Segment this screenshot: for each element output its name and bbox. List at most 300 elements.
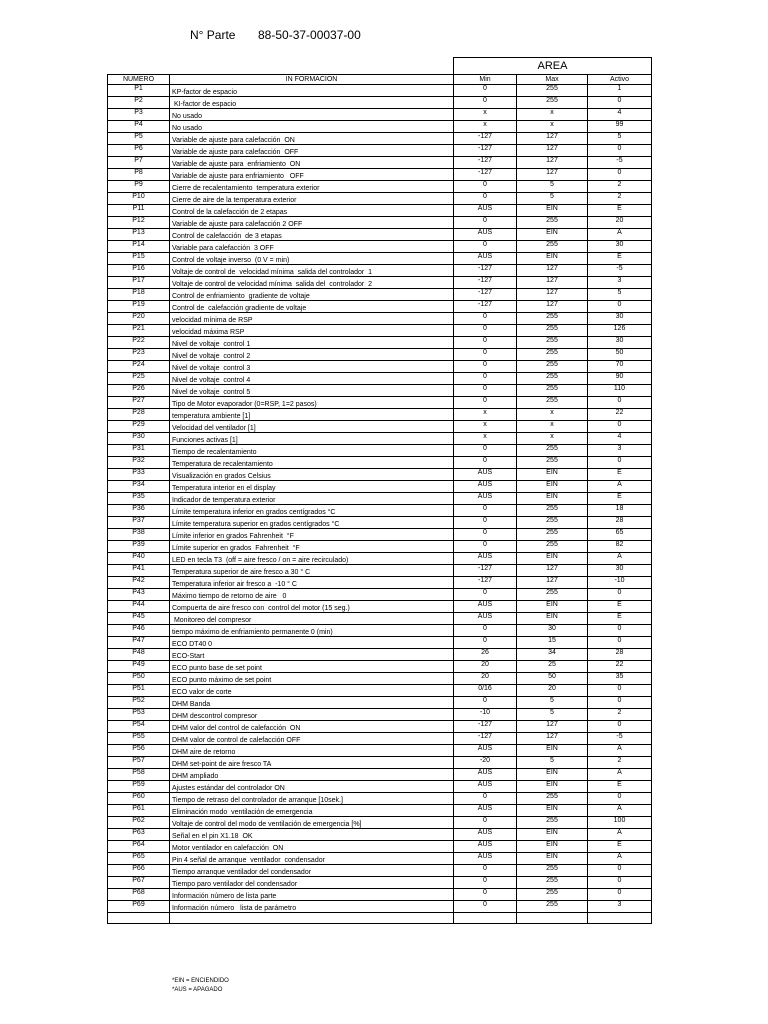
table-row [108, 901, 652, 913]
cell-max: x [517, 433, 588, 445]
cell-activo: 0 [588, 889, 652, 901]
part-number: 88-50-37-00037-00 [258, 28, 361, 42]
cell-activo: 3 [588, 901, 652, 913]
cell-numero: P36 [108, 505, 170, 517]
cell-numero: P5 [108, 133, 170, 145]
cell-min: AUS [454, 769, 517, 781]
cell-max: 127 [517, 169, 588, 181]
cell-max: 127 [517, 733, 588, 745]
cell-informacion: Nivel de voltaje control 3 [170, 361, 454, 373]
cell-activo: 0 [588, 397, 652, 409]
cell-max: 255 [517, 457, 588, 469]
table-row [108, 337, 652, 349]
table-row [108, 373, 652, 385]
cell-max: EIN [517, 481, 588, 493]
cell-numero: P20 [108, 313, 170, 325]
cell-numero: P35 [108, 493, 170, 505]
cell-numero: P56 [108, 745, 170, 757]
cell-informacion: Ajustes estándar del controlador ON [170, 781, 454, 793]
cell-activo: 0 [588, 625, 652, 637]
cell-activo: 18 [588, 505, 652, 517]
cell-max: 127 [517, 565, 588, 577]
cell-activo: 0 [588, 685, 652, 697]
cell-numero: P60 [108, 793, 170, 805]
cell-informacion: velocidad máxima RSP [170, 325, 454, 337]
cell-informacion: Variable para calefacción 3 OFF [170, 241, 454, 253]
cell-activo: A [588, 829, 652, 841]
cell-numero: P34 [108, 481, 170, 493]
cell-informacion: Eliminación modo ventilación de emergencia [170, 805, 454, 817]
cell-max: 5 [517, 757, 588, 769]
cell-numero: P31 [108, 445, 170, 457]
cell-informacion: Funciones activas [1] [170, 433, 454, 445]
cell-informacion: Variable de ajuste para calefacción ON [170, 133, 454, 145]
table-row [108, 517, 652, 529]
cell-min: 0 [454, 193, 517, 205]
cell-max: 255 [517, 361, 588, 373]
cell-informacion: Monitoreo del compresor [170, 613, 454, 625]
cell-activo: 82 [588, 541, 652, 553]
cell-min: -127 [454, 577, 517, 589]
table-row [108, 85, 652, 97]
cell-informacion: Voltaje de control del modo de ventilación de emergencia [%] [170, 817, 454, 829]
cell-informacion: Máximo tiempo de retorno de aire 0 [170, 589, 454, 601]
cell-informacion: Cierre de aire de la temperatura exterior [170, 193, 454, 205]
cell-min: 0 [454, 529, 517, 541]
cell-max: 255 [517, 325, 588, 337]
cell-max: 255 [517, 85, 588, 97]
cell-informacion: Voltaje de control de velocidad mínima salida del controlador 2 [170, 277, 454, 289]
cell-activo: 2 [588, 709, 652, 721]
cell-activo: 0 [588, 721, 652, 733]
table-row [108, 361, 652, 373]
cell-min: -127 [454, 265, 517, 277]
cell-min: 0 [454, 97, 517, 109]
cell-min: 0 [454, 337, 517, 349]
table-row [108, 229, 652, 241]
table-row [108, 817, 652, 829]
cell-min: -127 [454, 733, 517, 745]
cell-max: EIN [517, 853, 588, 865]
cell-min: x [454, 433, 517, 445]
cell-max: x [517, 121, 588, 133]
table-row [108, 673, 652, 685]
cell-informacion: LED en tecla T3 (off = aire fresco / on = aire recirculado) [170, 553, 454, 565]
cell-min: -127 [454, 289, 517, 301]
cell-activo: 3 [588, 445, 652, 457]
cell-max: 127 [517, 289, 588, 301]
cell-informacion: Nivel de voltaje control 5 [170, 385, 454, 397]
cell-max: 5 [517, 181, 588, 193]
table-row [108, 625, 652, 637]
table-row [108, 565, 652, 577]
cell-informacion: Variable de ajuste para calefacción OFF [170, 145, 454, 157]
table-row [108, 265, 652, 277]
cell-max: 5 [517, 697, 588, 709]
cell-informacion: Compuerta de aire fresco con control del motor (15 seg.) [170, 601, 454, 613]
cell-activo: 1 [588, 85, 652, 97]
cell-activo: 20 [588, 217, 652, 229]
table-row [108, 769, 652, 781]
cell-activo: 110 [588, 385, 652, 397]
cell-numero: P23 [108, 349, 170, 361]
footnote-aus: *AUS = APAGADO [172, 987, 223, 993]
table-row [108, 133, 652, 145]
table-row [108, 805, 652, 817]
cell-numero: P67 [108, 877, 170, 889]
cell-min: 0 [454, 865, 517, 877]
cell-informacion: Temperatura interior en el display [170, 481, 454, 493]
cell-activo: 4 [588, 433, 652, 445]
table-row [108, 349, 652, 361]
cell-max: 255 [517, 901, 588, 913]
cell-informacion: Variable de ajuste para enfriamiento ON [170, 157, 454, 169]
cell-informacion: ECO punto base de set point [170, 661, 454, 673]
cell-max: 255 [517, 817, 588, 829]
table-row [108, 421, 652, 433]
cell-max: EIN [517, 613, 588, 625]
column-header-min: Min [454, 75, 517, 85]
table-row [108, 577, 652, 589]
cell-max: 255 [517, 397, 588, 409]
cell-min: 0 [454, 385, 517, 397]
cell-min: AUS [454, 205, 517, 217]
cell-informacion: Tiempo paro ventilador del condensador [170, 877, 454, 889]
cell-activo: A [588, 853, 652, 865]
cell-activo: -5 [588, 157, 652, 169]
cell-min: AUS [454, 229, 517, 241]
cell-activo: 2 [588, 181, 652, 193]
cell-activo: 65 [588, 529, 652, 541]
cell-activo: 0 [588, 169, 652, 181]
cell-activo: 0 [588, 421, 652, 433]
cell-min: 0 [454, 445, 517, 457]
cell-informacion: temperatura ambiente [1] [170, 409, 454, 421]
cell-numero: P51 [108, 685, 170, 697]
cell-min: 20 [454, 673, 517, 685]
cell-numero: P40 [108, 553, 170, 565]
cell-informacion: DHM Banda [170, 697, 454, 709]
cell-max: 255 [517, 373, 588, 385]
cell-numero: P3 [108, 109, 170, 121]
cell-max: 255 [517, 589, 588, 601]
cell-informacion: ECO valor de corte [170, 685, 454, 697]
table-row [108, 385, 652, 397]
cell-min: 0 [454, 877, 517, 889]
cell-numero: P9 [108, 181, 170, 193]
cell-min: 0 [454, 181, 517, 193]
cell-numero: P2 [108, 97, 170, 109]
cell-numero: P48 [108, 649, 170, 661]
cell-min: x [454, 121, 517, 133]
cell-numero: P21 [108, 325, 170, 337]
cell-numero: P8 [108, 169, 170, 181]
cell-max: EIN [517, 553, 588, 565]
cell-max: EIN [517, 769, 588, 781]
cell-min: AUS [454, 553, 517, 565]
cell-informacion: Límite superior en grados Fahrenheit °F [170, 541, 454, 553]
cell-informacion: Temperatura inferior air fresco a -10 ° C [170, 577, 454, 589]
cell-min: AUS [454, 781, 517, 793]
blank-cell [454, 913, 517, 924]
cell-max: 127 [517, 265, 588, 277]
table-row [108, 697, 652, 709]
cell-max: EIN [517, 841, 588, 853]
cell-numero: P14 [108, 241, 170, 253]
table-row [108, 493, 652, 505]
cell-max: 255 [517, 517, 588, 529]
cell-max: EIN [517, 601, 588, 613]
cell-numero: P29 [108, 421, 170, 433]
table-row [108, 841, 652, 853]
cell-activo: 0 [588, 589, 652, 601]
table-row [108, 529, 652, 541]
cell-numero: P18 [108, 289, 170, 301]
cell-informacion: Tipo de Motor evaporador (0=RSP, 1=2 pasos) [170, 397, 454, 409]
cell-numero: P4 [108, 121, 170, 133]
cell-max: 127 [517, 721, 588, 733]
cell-numero: P26 [108, 385, 170, 397]
cell-informacion: Límite inferior en grados Fahrenheit °F [170, 529, 454, 541]
cell-activo: E [588, 469, 652, 481]
cell-numero: P65 [108, 853, 170, 865]
cell-activo: 0 [588, 877, 652, 889]
cell-max: x [517, 109, 588, 121]
cell-informacion: Variable de ajuste para enfriamiento OFF [170, 169, 454, 181]
cell-numero: P1 [108, 85, 170, 97]
cell-informacion: DHM ampliado [170, 769, 454, 781]
cell-informacion: Información número lista de parámetro [170, 901, 454, 913]
cell-informacion: Tiempo arranque ventilador del condensador [170, 865, 454, 877]
cell-activo: -5 [588, 265, 652, 277]
table-row [108, 553, 652, 565]
cell-numero: P44 [108, 601, 170, 613]
table-row [108, 205, 652, 217]
table-row [108, 301, 652, 313]
cell-min: 0 [454, 517, 517, 529]
cell-activo: A [588, 553, 652, 565]
table-row [108, 253, 652, 265]
cell-activo: 28 [588, 517, 652, 529]
cell-max: 255 [517, 865, 588, 877]
cell-informacion: Temperatura superior de aire fresco a 30 ° C [170, 565, 454, 577]
cell-informacion: DHM aire de retorno [170, 745, 454, 757]
cell-informacion: No usado [170, 109, 454, 121]
blank-cell [588, 913, 652, 924]
cell-min: -127 [454, 301, 517, 313]
cell-numero: P15 [108, 253, 170, 265]
cell-informacion: Límite temperatura superior en grados centígrados °C [170, 517, 454, 529]
cell-min: AUS [454, 493, 517, 505]
cell-informacion: Variable de ajuste para calefacción 2 OFF [170, 217, 454, 229]
cell-numero: P58 [108, 769, 170, 781]
cell-max: 34 [517, 649, 588, 661]
cell-activo: 4 [588, 109, 652, 121]
cell-min: AUS [454, 613, 517, 625]
cell-min: 20 [454, 661, 517, 673]
table-row [108, 589, 652, 601]
cell-numero: P6 [108, 145, 170, 157]
cell-max: x [517, 421, 588, 433]
table-row [108, 241, 652, 253]
cell-activo: E [588, 781, 652, 793]
cell-min: 0 [454, 217, 517, 229]
cell-numero: P63 [108, 829, 170, 841]
cell-min: 0 [454, 361, 517, 373]
cell-max: EIN [517, 781, 588, 793]
table-row [108, 445, 652, 457]
cell-numero: P17 [108, 277, 170, 289]
table-row [108, 541, 652, 553]
cell-activo: E [588, 205, 652, 217]
table-row [108, 661, 652, 673]
cell-informacion: Tiempo de recalentamiento [170, 445, 454, 457]
cell-min: -127 [454, 133, 517, 145]
blank-row [108, 913, 652, 924]
cell-min: -127 [454, 169, 517, 181]
cell-max: 255 [517, 793, 588, 805]
cell-min: AUS [454, 601, 517, 613]
table-row [108, 889, 652, 901]
cell-informacion: tiempo máximo de enfriamiento permanente 0 (min) [170, 625, 454, 637]
table-row [108, 145, 652, 157]
cell-activo: 0 [588, 457, 652, 469]
cell-numero: P38 [108, 529, 170, 541]
cell-informacion: Control de voltaje inverso (0 V = min) [170, 253, 454, 265]
table-row [108, 121, 652, 133]
cell-activo: 30 [588, 565, 652, 577]
cell-activo: A [588, 769, 652, 781]
cell-numero: P32 [108, 457, 170, 469]
cell-activo: 0 [588, 97, 652, 109]
cell-informacion: ECO-Start [170, 649, 454, 661]
table-row [108, 193, 652, 205]
table-row [108, 181, 652, 193]
cell-informacion: DHM descontrol compresor [170, 709, 454, 721]
cell-informacion: Señal en el pin X1.18 OK [170, 829, 454, 841]
cell-activo: 2 [588, 757, 652, 769]
cell-min: 0 [454, 901, 517, 913]
cell-numero: P62 [108, 817, 170, 829]
cell-max: 255 [517, 241, 588, 253]
cell-informacion: DHM valor del control de calefacción ON [170, 721, 454, 733]
cell-activo: 0 [588, 145, 652, 157]
cell-activo: 30 [588, 241, 652, 253]
cell-numero: P45 [108, 613, 170, 625]
cell-numero: P57 [108, 757, 170, 769]
cell-max: EIN [517, 745, 588, 757]
cell-activo: 0 [588, 697, 652, 709]
cell-numero: P7 [108, 157, 170, 169]
cell-min: x [454, 409, 517, 421]
cell-max: 255 [517, 337, 588, 349]
cell-max: 255 [517, 313, 588, 325]
cell-min: 0 [454, 505, 517, 517]
blank-cell [108, 913, 170, 924]
table-row [108, 289, 652, 301]
cell-max: 127 [517, 301, 588, 313]
cell-informacion: Control de la calefacción de 2 etapas [170, 205, 454, 217]
cell-min: 0 [454, 397, 517, 409]
table-row [108, 169, 652, 181]
table-row [108, 649, 652, 661]
table-row [108, 709, 652, 721]
table-row [108, 505, 652, 517]
cell-activo: 2 [588, 193, 652, 205]
cell-numero: P61 [108, 805, 170, 817]
cell-min: 0 [454, 241, 517, 253]
cell-activo: 100 [588, 817, 652, 829]
cell-numero: P50 [108, 673, 170, 685]
cell-min: AUS [454, 829, 517, 841]
cell-min: 0 [454, 325, 517, 337]
cell-min: AUS [454, 841, 517, 853]
cell-activo: E [588, 493, 652, 505]
footnote-ein: *EIN = ENCIENDIDO [172, 978, 229, 984]
cell-max: 255 [517, 445, 588, 457]
table-row [108, 781, 652, 793]
cell-activo: 0 [588, 301, 652, 313]
cell-numero: P47 [108, 637, 170, 649]
table-row [108, 313, 652, 325]
table-row [108, 685, 652, 697]
table-row [108, 757, 652, 769]
cell-max: 255 [517, 529, 588, 541]
cell-numero: P33 [108, 469, 170, 481]
cell-informacion: Nivel de voltaje control 1 [170, 337, 454, 349]
cell-numero: P54 [108, 721, 170, 733]
cell-min: 0 [454, 637, 517, 649]
cell-min: 0 [454, 889, 517, 901]
cell-numero: P30 [108, 433, 170, 445]
cell-min: -127 [454, 145, 517, 157]
cell-min: 0 [454, 793, 517, 805]
cell-max: 127 [517, 277, 588, 289]
cell-activo: -10 [588, 577, 652, 589]
cell-activo: 35 [588, 673, 652, 685]
cell-informacion: ECO punto máximo de set point [170, 673, 454, 685]
cell-min: AUS [454, 481, 517, 493]
cell-min: 0 [454, 625, 517, 637]
cell-activo: 30 [588, 337, 652, 349]
cell-informacion: Velocidad del ventilador [1] [170, 421, 454, 433]
cell-numero: P64 [108, 841, 170, 853]
cell-numero: P49 [108, 661, 170, 673]
cell-numero: P13 [108, 229, 170, 241]
cell-min: 0 [454, 541, 517, 553]
area-header: AREA [453, 57, 652, 75]
cell-max: 20 [517, 685, 588, 697]
cell-activo: 0 [588, 865, 652, 877]
table-row [108, 325, 652, 337]
cell-numero: P12 [108, 217, 170, 229]
cell-min: x [454, 109, 517, 121]
column-header-informacion: IN FORMACION [170, 75, 454, 85]
cell-numero: P11 [108, 205, 170, 217]
cell-numero: P55 [108, 733, 170, 745]
cell-informacion: Control de calefacción gradiente de voltaje [170, 301, 454, 313]
cell-min: -127 [454, 721, 517, 733]
cell-max: 255 [517, 505, 588, 517]
cell-informacion: Nivel de voltaje control 4 [170, 373, 454, 385]
table-row [108, 853, 652, 865]
cell-informacion: Indicador de temperatura exterior [170, 493, 454, 505]
cell-max: 127 [517, 157, 588, 169]
table-row [108, 433, 652, 445]
cell-numero: P41 [108, 565, 170, 577]
cell-numero: P69 [108, 901, 170, 913]
cell-numero: P59 [108, 781, 170, 793]
